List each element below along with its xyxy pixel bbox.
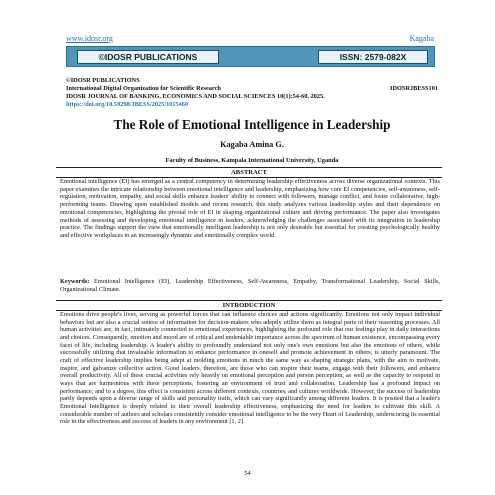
journal-banner: [66, 46, 435, 67]
issn-badge: ISSN: 2579-082X: [318, 50, 428, 64]
meta-organization: International Digital Organization for Scientific Research: [66, 85, 221, 93]
keywords-label: Keywords:: [60, 278, 90, 285]
introduction-heading: INTRODUCTION: [222, 302, 276, 309]
keywords-text: Emotional Intelligence (EI), Leadership Effectiveness, Self-Awareness, Empathy, Transformational Leadership, Social Skills, Organizational Climate.: [60, 278, 441, 293]
paper-title: The Role of Emotional Intelligence in Leadership: [113, 117, 391, 132]
paper-author: Kagaba Amina G.: [220, 140, 284, 149]
keywords-block: [60, 278, 440, 293]
abstract-top-rule: [56, 167, 442, 168]
top-header-row: [66, 34, 434, 46]
meta-journal-citation: IDOSR JOURNAL OF BANKING, ECONOMICS AND SOCIAL SCIENCES 10(1):54-60, 2025.: [66, 93, 325, 101]
page-number: 54: [244, 470, 251, 477]
introduction-text: Emotions drive people's lives, serving as powerful forces that can influence choices and actions significantly. Emotions not only impact individual behaviors but are also a crucial source of information for decision-makers who adeptly utilize them as integral parts of their reasoning processes. All human activities are, in fact, intimately connected to emotional experiences, highlighting the profound role that our feelings play in daily interactions and choices. Consequently, emotion and mood are of critical and undeniable importance across the spectrum of human existence, encompassing every facet of life, including leadership. A leader's ability to profoundly understand not only one's own emotions but also the emotions of others, while successfully utilizing that invaluable information to enhance performance in oneself and promote achievement in others, is utterly paramount. The craft of effective leadership implies being adept at molding emotions in much the same way as shaping strategic plans, with the aim to motivate, inspire, and galvanize collective action. Good leaders, therefore, are those who can inspire their teams, engage with their followers, and enhance overall productivity. All of these crucial activities rely heavily on emotional perception and person perception, as well as the capacity to respond in ways that are harmonious with these perceptions, fostering an environment of trust and collaboration. Leadership has a profound impact on performance, and to a degree, this effect is consistent across different contexts, countries, and cultures worldwide. However, the success of leadership partly depends upon a diverse range of skills and personality traits, which can vary significantly among different leaders. It is posited that a leader's Emotional Intelligence is deeply related to their overall leadership effectiveness, emphasizing the need for leaders to cultivate this skill. A considerable number of authors and scholars consistently consider emotional intelligence to be the very Heart of Leadership, underscoring its essential role in the effectiveness and success of leaders in any environment [1, 2].: [60, 311, 440, 426]
abstract-heading: ABSTRACT: [231, 169, 267, 176]
intro-top-rule: [56, 300, 442, 301]
author-affiliation: Faculty of Business, Kampala International University, Uganda: [165, 157, 339, 164]
doi-link[interactable]: https://doi.org/10.59298/JBESS/2025/1015460: [66, 101, 189, 109]
journal-meta: [66, 77, 438, 109]
publisher-badge: ©IDOSR PUBLICATIONS: [77, 50, 219, 64]
meta-article-code: IDOSRJBESS101: [390, 85, 438, 93]
abstract-text: Emotional intelligence (EI) has emerged as a central competency in determining leadership effectiveness across diverse organizational contexts. This paper examines the intricate relationship between emotional intelligence and leadership, emphasizing how core EI competencies, self-awareness, self-regulation, motivation, empathy, and social skills enhance leaders' ability to connect with followers, manage conflict, and foster collaborative, high-performing teams. Drawing upon established models and recent research, this study analyzes various leadership styles and their dependence on emotional competencies, highlighting the pivotal role of EI in shaping organizational culture and driving performance. The paper also investigates methods of assessing and developing emotional intelligence in leaders, acknowledging the challenges associated with its integration in leadership practice. The findings support the view that emotionally intelligent leadership is not only desirable but essential for creating psychologically healthy and effective workplaces in an increasingly dynamic and emotionally complex world.: [60, 178, 440, 239]
meta-publisher: ©IDOSR PUBLICATIONS: [66, 77, 140, 84]
meta-organization-row: [66, 85, 438, 93]
website-link[interactable]: www.idosr.org: [66, 34, 113, 43]
author-running-head: Kagaba: [409, 34, 434, 43]
